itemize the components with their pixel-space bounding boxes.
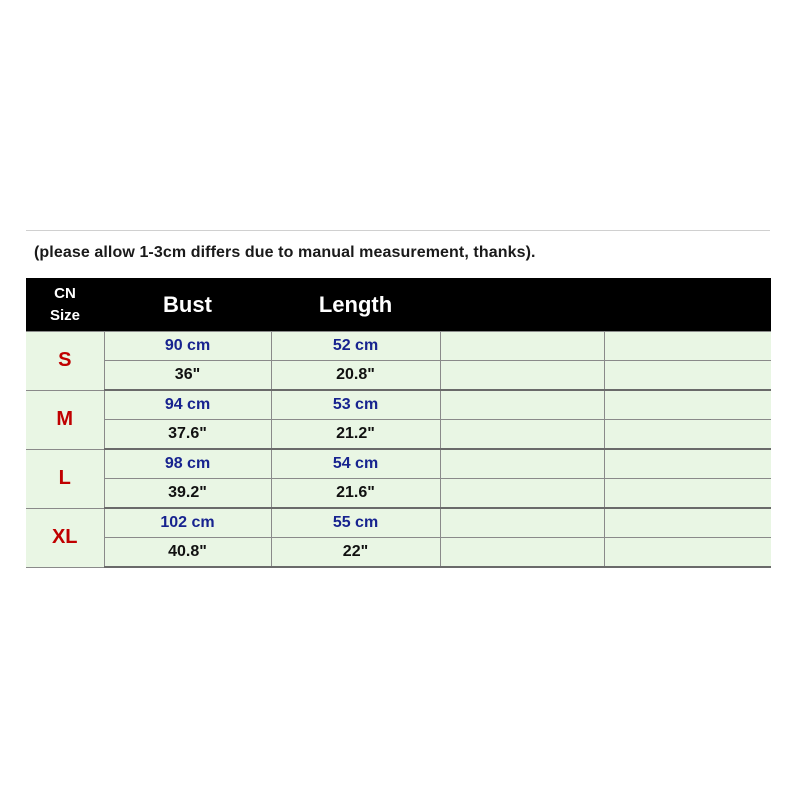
empty-cell [440,390,604,420]
empty-cell [440,508,604,538]
length-cm-cell: 54 cm [271,449,440,479]
bust-cm-cell: 102 cm [104,508,271,538]
table-row [26,538,771,568]
empty-cell [604,508,771,538]
empty-cell [604,390,771,420]
table-row [26,332,771,361]
bust-cm-cell: 98 cm [104,449,271,479]
table-row [26,449,771,479]
size-label: L [26,449,104,508]
bust-cm-cell: 94 cm [104,390,271,420]
empty-cell [604,332,771,361]
size-label: XL [26,508,104,567]
size-label: S [26,332,104,391]
empty-cell [604,479,771,509]
size-label: M [26,390,104,449]
header-length: Length [271,278,440,332]
length-cm-cell: 53 cm [271,390,440,420]
empty-cell [440,449,604,479]
empty-cell [440,479,604,509]
length-inch-cell: 21.6" [271,479,440,509]
length-inch-cell: 22" [271,538,440,568]
empty-cell [440,361,604,391]
header-cn-label: CN [54,284,76,302]
table-row [26,420,771,450]
size-table [26,278,771,568]
length-inch-cell: 21.2" [271,420,440,450]
table-header-row [26,278,771,332]
header-size-label: Size [49,306,80,324]
bust-inch-cell: 39.2" [104,479,271,509]
table-row [26,508,771,538]
empty-cell [604,538,771,568]
empty-cell [440,420,604,450]
bust-inch-cell: 40.8" [104,538,271,568]
bust-cm-cell: 90 cm [104,332,271,361]
bust-inch-cell: 36" [104,361,271,391]
header-empty-1 [440,278,604,332]
measurement-note: (please allow 1-3cm differs due to manual measurement, thanks). [34,244,536,261]
header-cn-size [26,278,104,332]
table-row [26,361,771,391]
length-cm-cell: 55 cm [271,508,440,538]
table-row [26,390,771,420]
empty-cell [604,361,771,391]
length-inch-cell: 20.8" [271,361,440,391]
table-row [26,479,771,509]
empty-cell [604,449,771,479]
bust-inch-cell: 37.6" [104,420,271,450]
length-cm-cell: 52 cm [271,332,440,361]
empty-cell [440,332,604,361]
header-empty-2 [604,278,771,332]
header-bust: Bust [104,278,271,332]
empty-cell [440,538,604,568]
divider [26,230,770,231]
empty-cell [604,420,771,450]
